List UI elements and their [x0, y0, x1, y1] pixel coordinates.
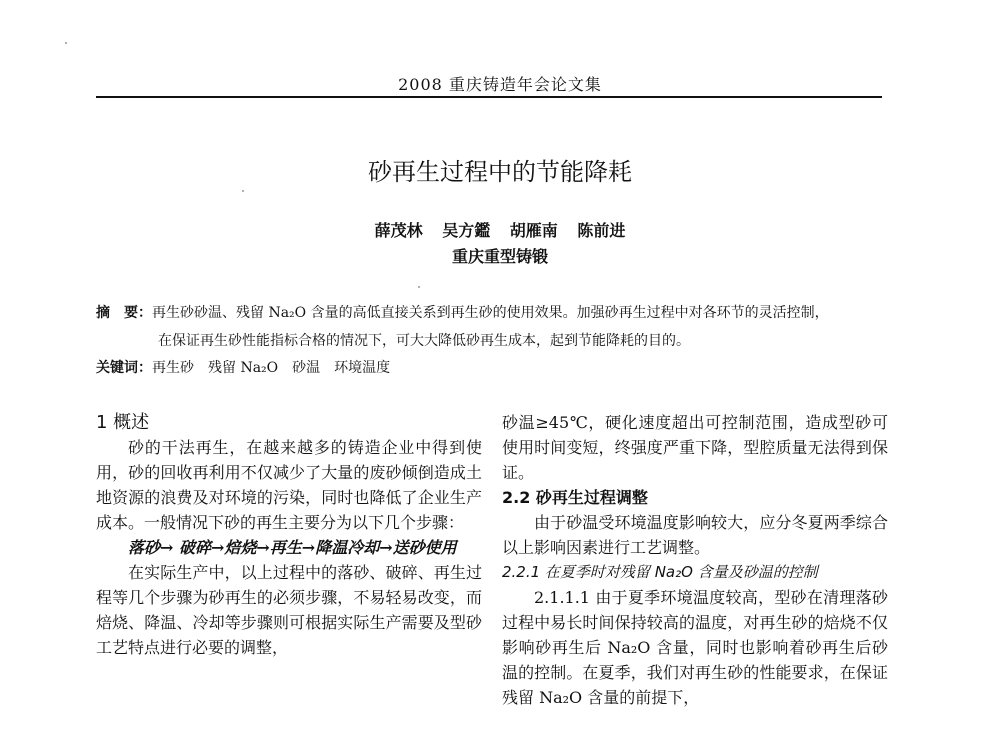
section-2-2-heading: 2.2 砂再生过程调整: [502, 488, 648, 507]
keywords: [96, 357, 390, 377]
section-2-2-1-heading: 2.2.1 在夏季时对残留 Na₂O 含量及砂温的控制: [502, 563, 818, 581]
process-steps: 落砂→ 破碎→焙烧→再生→降温冷却→送砂使用: [128, 538, 457, 557]
affiliation: 重庆重型铸锻: [451, 247, 548, 266]
right-column: [502, 410, 888, 710]
abstract-text-1: 再生砂砂温、残留 Na₂O 含量的高低直接关系到再生砂的使用效果。加强砂再生过程中对各环节的灵活控制，: [152, 305, 829, 321]
scan-speck: [418, 286, 420, 288]
scan-speck: [242, 190, 244, 192]
paragraph: 砂的干法再生，在越来越多的铸造企业中得到使用，砂的回收再利用不仅减少了大量的废砂倾倒造成土地资源的浪费及对环境的污染，同时也降低了企业生产成本。一般情况下砂的再生主要分为以下几个步骤：: [96, 438, 482, 532]
running-header: 2008 重庆铸造年会论文集: [398, 75, 602, 94]
paper-title: 砂再生过程中的节能降耗: [368, 158, 632, 186]
paragraph: 在实际生产中，以上过程中的落砂、破碎、再生过程等几个步骤为砂再生的必须步骤，不易轻易改变，而焙烧、降温、冷却等步骤则可根据实际生产需要及型砂工艺特点进行必要的调整，: [96, 563, 482, 657]
section-1-heading: 1 概述: [96, 412, 150, 433]
authors: 薛茂林 吴方鑑 胡雁南 陈前进: [374, 221, 626, 240]
paragraph: 砂温≥45℃，硬化速度超出可控制范围，造成型砂可使用时间变短，终强度严重下降，型腔质量无法得到保证。: [502, 413, 888, 482]
left-column: [96, 410, 482, 660]
abstract-line-1: [96, 302, 829, 322]
abstract-label: 摘 要：: [96, 305, 152, 321]
header-rule: [96, 96, 882, 98]
scan-speck: [65, 42, 67, 44]
paragraph: 由于砂温受环境温度影响较大，应分冬夏两季综合以上影响因素进行工艺调整。: [502, 513, 888, 557]
paragraph: 2.1.1.1 由于夏季环境温度较高，型砂在清理落砂过程中易长时间保持较高的温度，对再生砂的焙烧不仅影响砂再生后 Na₂O 含量，同时也影响着砂再生后砂温的控制。在夏季，我们对再生砂的性能要求，在保证残留 Na₂O 含量的前提下，: [502, 588, 888, 707]
abstract-line-2: 在保证再生砂性能指标合格的情况下，可大大降低砂再生成本，起到节能降耗的目的。: [158, 333, 690, 349]
keywords-label: 关键词：: [96, 360, 152, 376]
keywords-text: 再生砂 残留 Na₂O 砂温 环境温度: [152, 360, 391, 376]
